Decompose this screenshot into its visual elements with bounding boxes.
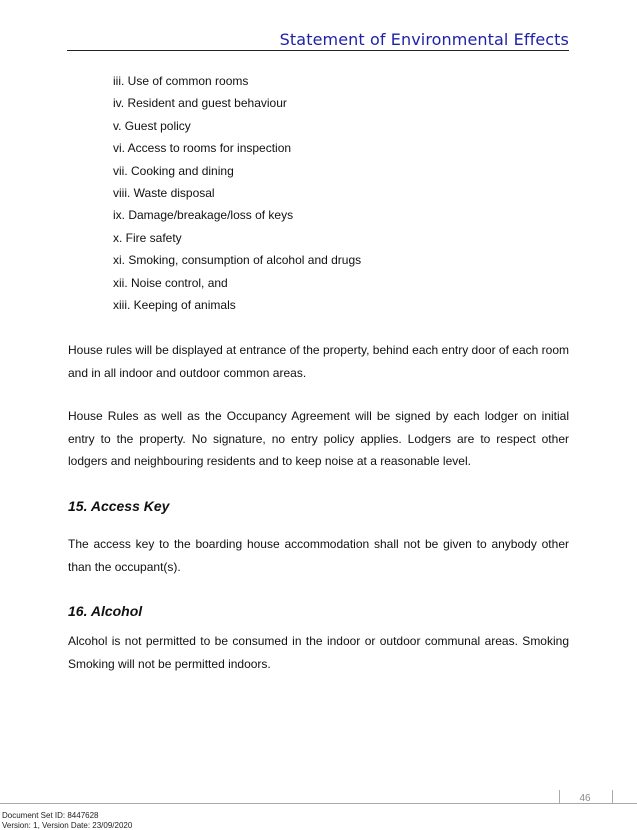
house-rules-display-paragraph: House rules will be displayed at entrance of the property, behind each entry door of each room and in all indoor and outdoor common areas. — [68, 343, 569, 380]
document-set-id: Document Set ID: 8447628 — [2, 811, 99, 820]
list-item: ix. Damage/breakage/loss of keys — [113, 208, 294, 223]
list-item: iii. Use of common rooms — [113, 74, 249, 88]
list-item: iv. Resident and guest behaviour — [113, 96, 287, 111]
list-item: xii. Noise control, and — [113, 275, 228, 290]
access-key-heading: 15. Access Key — [68, 498, 170, 514]
alcohol-heading: 16. Alcohol — [68, 603, 143, 619]
page-number: 46 — [579, 793, 591, 804]
list-item: vii. Cooking and dining — [113, 163, 234, 178]
list-item: viii. Waste disposal — [113, 185, 215, 200]
footer-divider — [0, 803, 637, 804]
list-item: v. Guest policy — [113, 118, 191, 133]
list-item: vi. Access to rooms for inspection — [113, 141, 292, 156]
house-rules-signing-paragraph: House Rules as well as the Occupancy Agreement will be signed by each lodger on initial entry to the property. No signature, no entry policy applies. Lodgers are to respect other lodgers and neighbouring residents and to keep noise at a reasonable level. — [68, 409, 569, 468]
list-item: x. Fire safety — [113, 230, 182, 245]
document-version: Version: 1, Version Date: 23/09/2020 — [2, 821, 133, 830]
access-key-paragraph: The access key to the boarding house accommodation shall not be given to anybody other than the occupant(s). — [68, 537, 569, 574]
header-divider — [67, 50, 569, 51]
list-item: xi. Smoking, consumption of alcohol and drugs — [113, 253, 362, 268]
list-item: xiii. Keeping of animals — [113, 297, 236, 312]
house-rules-list — [113, 72, 361, 318]
document-header-title: Statement of Environmental Effects — [279, 30, 569, 49]
alcohol-paragraph: Alcohol is not permitted to be consumed in the indoor or outdoor communal areas. Smoking Smoking will not be permitted indoors. — [68, 634, 569, 671]
